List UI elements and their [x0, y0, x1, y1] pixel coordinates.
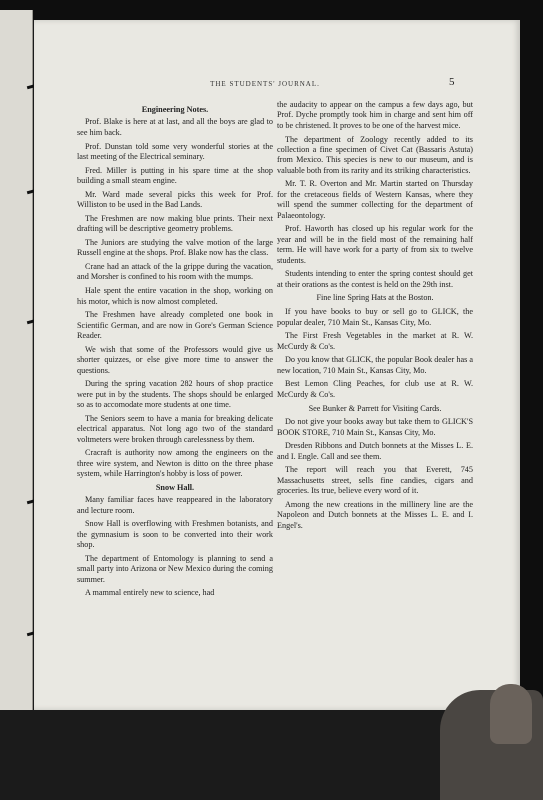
- paragraph: The Juniors are studying the valve motion of the large Russell engine at the shops. Prof. Blake now has the class.: [77, 237, 273, 258]
- paragraph: Mr. Ward made several picks this week for Prof. Williston to be used in the Bad Lands.: [77, 189, 273, 210]
- facing-page-edge: [0, 10, 33, 715]
- paragraph: A mammal entirely new to science, had: [85, 588, 215, 598]
- section-heading-engineering: Engineering Notes.: [141, 105, 209, 114]
- paragraph: Many familiar faces have reappeared in the laboratory and lecture room.: [77, 495, 273, 515]
- paragraph: Prof. Haworth has closed up his regular work for the year and will be in the field most of the remaining half term. He will have work for a party of from six to twelve students.: [277, 224, 473, 265]
- paragraph: The department of Zoology recently added to its collection a fine specimen of Civet Cat (Bassaris Astuta) from Mexico. This species is new to our museum, and is valuable both from its rarity and its striking characteristics.: [277, 134, 473, 175]
- left-column: [77, 104, 273, 602]
- paragraph: Prof. Blake is here at at last, and all the boys are glad to see him back.: [77, 117, 273, 137]
- page-number: 5: [449, 76, 455, 88]
- advertisement-line: Fine line Spring Hats at the Boston.: [316, 293, 434, 303]
- advertisement: The First Fresh Vegetables in the market at R. W. McCurdy & Co's.: [277, 331, 473, 351]
- paragraph: The Seniors seem to have a mania for breaking delicate electrical apparatus. Not long ago two of the standard voltmeters were broken through carelessness by them.: [77, 413, 273, 444]
- paragraph: Snow Hall is overflowing with Freshmen botanists, and the gymnasium is soon to be converted into their work shop.: [77, 519, 273, 550]
- paragraph: Cracraft is authority now among the engineers on the three wire system, and Newton is ditto on the three phase system, while Harrington's hobby is loss of power.: [77, 448, 273, 479]
- running-header: THE STUDENTS' JOURNAL.: [210, 80, 320, 88]
- advertisement: Do not give your books away but take them to GLICK'S BOOK STORE, 710 Main St., Kansas City, Mo.: [277, 417, 473, 437]
- holding-finger: [490, 684, 532, 744]
- dark-background-top: [0, 0, 543, 20]
- advertisement: Dresden Ribbons and Dutch bonnets at the Misses L. E. and I. Engle. Call and see them.: [277, 441, 473, 461]
- advertisement: If you have books to buy or sell go to GLICK, the popular dealer, 710 Main St., Kansas City, Mo.: [277, 307, 473, 327]
- advertisement: Do you know that GLICK, the popular Book dealer has a new location, 710 Main St., Kansas City, Mo.: [277, 355, 473, 375]
- paragraph: Fred. Miller is putting in his spare time at the shop building a small steam engine.: [77, 165, 273, 186]
- paragraph: The Freshmen have already completed one book in Scientific German, and are now in Gore's German Science Reader.: [77, 310, 273, 341]
- paragraph: Mr. T. R. Overton and Mr. Martin started on Thursday for the cretaceous fields of Western Kansas, where they will spend the summer collecting for the department of Palaeontology.: [277, 179, 473, 220]
- paragraph: Students intending to enter the spring contest should get at their orations as the contest is held on the 29th inst.: [277, 269, 473, 289]
- advertisement: Best Lemon Cling Peaches, for club use at R. W. McCurdy & Co's.: [277, 379, 473, 399]
- paragraph: The Freshmen are now making blue prints. Their next drafting will be descriptive geometry problems.: [77, 213, 273, 234]
- advertisement-line: See Bunker & Parrett for Visiting Cards.: [308, 403, 442, 413]
- advertisement: The report will reach you that Everett, 745 Massachusetts street, sells fine candies, cigars and groceries. Its true, believe every word of it.: [277, 465, 473, 496]
- paragraph: Hale spent the entire vacation in the shop, working on his motor, which is now almost completed.: [77, 286, 273, 306]
- paragraph: During the spring vacation 282 hours of shop practice were put in by the students. The shops should be enlarged so as to accomodate more students at one time.: [77, 379, 273, 410]
- paragraph: Crane had an attack of the la grippe during the vacation, and Morsher is confined to his room with the mumps.: [77, 262, 273, 282]
- paragraph: The department of Entomology is planning to send a small party into Arizona or New Mexico during the coming summer.: [77, 553, 273, 584]
- section-heading-snow-hall: Snow Hall.: [155, 482, 195, 492]
- dark-background-right: [520, 0, 543, 800]
- paragraph: Prof. Dunstan told some very wonderful stories at the last meeting of the Electrical seminary.: [77, 141, 273, 161]
- paragraph: the audacity to appear on the campus a few days ago, but Prof. Dyche promptly took him in charge and sent him off to be christened. It proves to be one of the harvest mice.: [277, 100, 473, 130]
- paragraph: We wish that some of the Professors would give us shorter quizzes, or else give more time to answer the questions.: [77, 344, 273, 375]
- advertisement: Among the new creations in the millinery line are the Napoleon and Dutch bonnets at the Misses L. E. and I. Engel's.: [277, 499, 473, 530]
- right-column: [277, 100, 473, 534]
